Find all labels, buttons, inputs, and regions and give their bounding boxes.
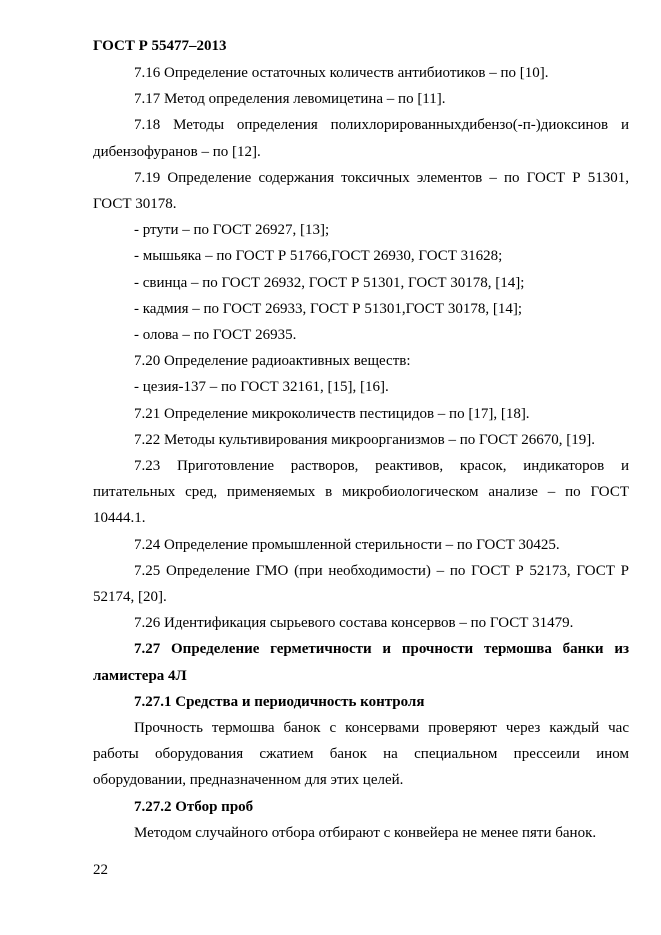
paragraph: 7.22 Методы культивирования микроорганизмов – по ГОСТ 26670, [19]. <box>134 431 596 448</box>
paragraph: 7.21 Определение микроколичеств пестицидов – по [17], [18]. <box>134 405 530 422</box>
list-item: - мышьяка – по ГОСТ Р 51766,ГОСТ 26930, ГОСТ 31628; <box>134 248 503 265</box>
list-item: - ртути – по ГОСТ 26927, [13]; <box>134 222 330 239</box>
paragraph: 7.26 Идентификация сырьевого состава консервов – по ГОСТ 31479. <box>134 615 574 632</box>
paragraph: 7.19 Определение содержания токсичных элементов – по ГОСТ Р 51301, ГОСТ 30178. <box>93 169 629 213</box>
paragraph: 7.24 Определение промышленной стерильности – по ГОСТ 30425. <box>134 536 560 553</box>
paragraph: 7.16 Определение остаточных количеств антибиотиков – по [10]. <box>134 65 549 81</box>
paragraph: 7.18 Методы определения полихлорированныхдибензо(-п-)диоксинов и дибензофуранов – по [12]. <box>93 117 629 160</box>
section-heading: 7.27 Определение герметичности и прочности термошва банки из ламистера 4Л <box>93 641 629 684</box>
list-item: - олова – по ГОСТ 26935. <box>134 327 297 344</box>
paragraph: Методом случайного отбора отбирают с конвейера не менее пяти банок. <box>134 824 597 841</box>
document-body <box>93 60 629 846</box>
list-item: - цезия-137 – по ГОСТ 32161, [15], [16]. <box>134 379 389 396</box>
page-number: 22 <box>93 862 108 878</box>
paragraph: Прочность термошва банок с консервами проверяют через каждый час работы оборудования сжатием банок на специальном прессеили ином оборудовании, предназначенном для этих целей. <box>93 720 629 789</box>
list-item: - кадмия – по ГОСТ 26933, ГОСТ Р 51301,ГОСТ 30178, [14]; <box>134 300 522 317</box>
paragraph: 7.25 Определение ГМО (при необходимости) – по ГОСТ Р 52173, ГОСТ Р 52174, [20]. <box>93 562 629 606</box>
paragraph: 7.23 Приготовление растворов, реактивов, красок, индикаторов и питательных сред, применяемых в микробиологическом анализе – по ГОСТ 10444.1. <box>93 458 629 527</box>
paragraph: 7.20 Определение радиоактивных веществ: <box>134 353 411 370</box>
paragraph: 7.17 Метод определения левомицетина – по [11]. <box>134 91 446 108</box>
subsection-heading: 7.27.2 Отбор проб <box>134 798 254 815</box>
list-item: - свинца – по ГОСТ 26932, ГОСТ Р 51301, ГОСТ 30178, [14]; <box>134 274 525 291</box>
document-header: ГОСТ Р 55477–2013 <box>93 38 227 54</box>
subsection-heading: 7.27.1 Средства и периодичность контроля <box>134 693 425 710</box>
